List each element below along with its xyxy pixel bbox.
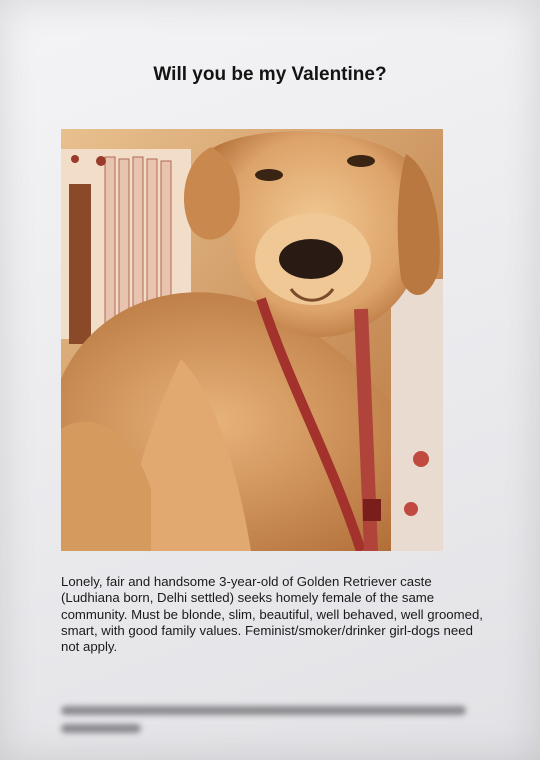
- blurred-contact-info: [61, 700, 481, 744]
- dog-photo: [61, 129, 443, 551]
- poster-title: Will you be my Valentine?: [153, 64, 387, 85]
- ad-description: Lonely, fair and handsome 3-year-old of Golden Retriever caste (Ludhiana born, Delhi settled) seeks homely female of the same community. Must be blonde, slim, beautiful, well behaved, well groomed, smart, with good family values. Feminist/smoker/drinker girl-dogs need not apply.: [61, 574, 483, 655]
